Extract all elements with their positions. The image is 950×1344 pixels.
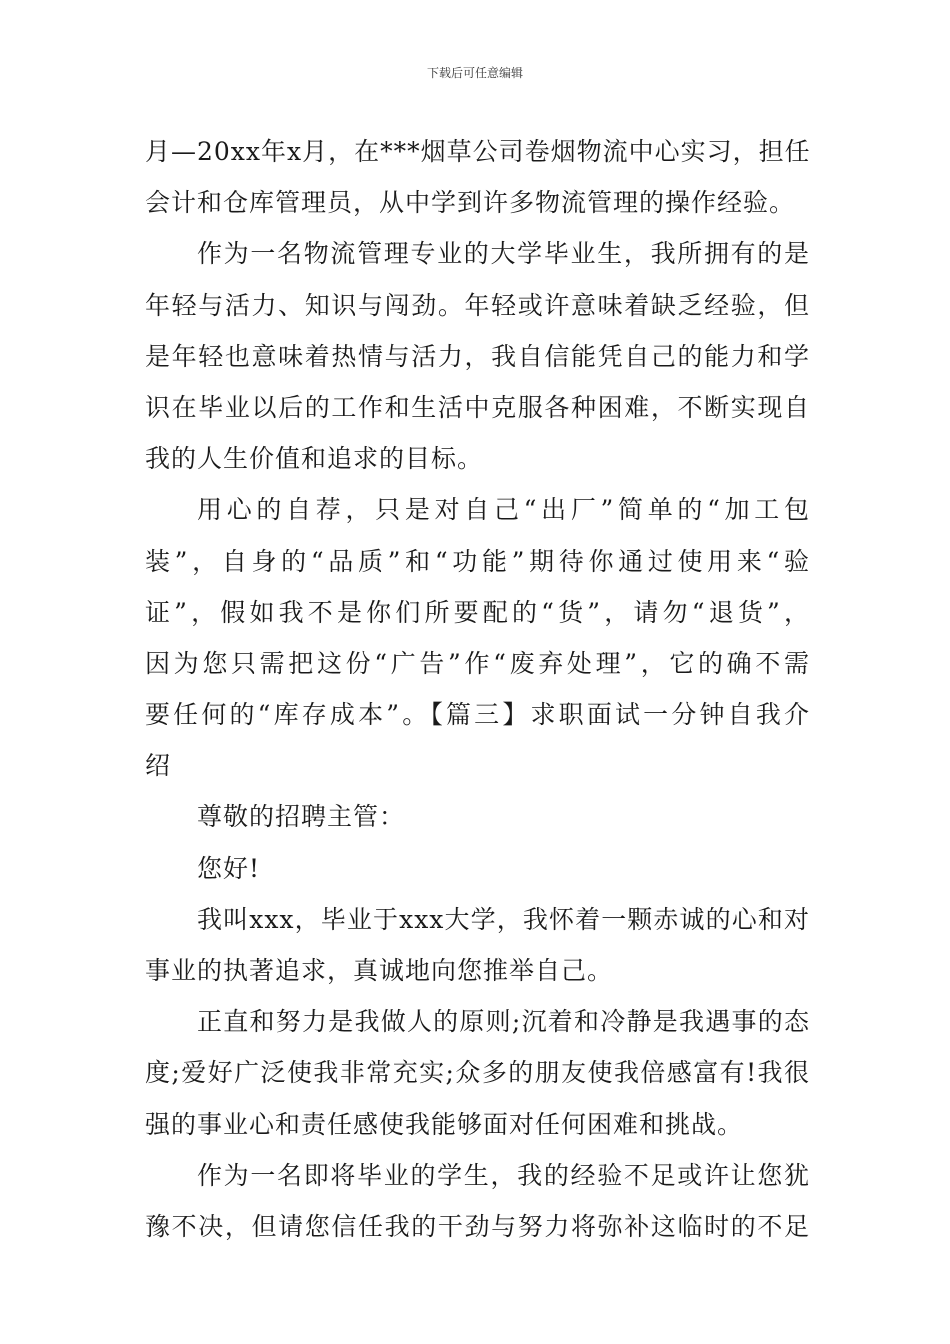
text-line: 绍 [145,751,172,781]
text-line: 作为一名物流管理专业的大学毕业生，我所拥有的是 [197,239,810,269]
text-line: 月—20xx年x月，在***烟草公司卷烟物流中心实习，担任 [145,137,811,166]
text-line: 因为您只需把这份“广告”作“废弃处理”，它的确不需 [145,648,810,678]
text-line: 强的事业心和责任感使我能够面对任何困难和挑战。 [145,1109,744,1139]
text-line: 用心的自荐，只是对自己“出厂”简单的“加工包 [197,495,810,525]
text-line: 豫不决，但请您信任我的干劲与努力将弥补这临时的不足 [145,1211,810,1241]
text-line: 尊敬的招聘主管： [197,802,406,832]
text-line: 年轻与活力、知识与闯劲。年轻或许意味着缺乏经验，但 [145,290,810,320]
document-body [145,126,810,1252]
text-line: 您好! [197,853,261,883]
text-line: 作为一名即将毕业的学生，我的经验不足或许让您犹 [197,1160,810,1190]
text-line: 我的人生价值和追求的目标。 [145,444,484,474]
text-line: 识在毕业以后的工作和生活中克服各种困难，不断实现自 [145,392,810,422]
text-line: 事业的执著追求，真诚地向您推举自己。 [145,956,614,985]
text-line: 正直和努力是我做人的原则;沉着和冷静是我遇事的态 [197,1007,810,1037]
text-line: 证”，假如我不是你们所要配的“货”，请勿“退货”， [145,597,810,627]
text-line: 装”，自身的“品质”和“功能”期待你通过使用来“验 [145,546,810,576]
text-line: 是年轻也意味着热情与活力，我自信能凭自己的能力和学 [145,341,810,371]
text-line: 会计和仓库管理员，从中学到许多物流管理的操作经验。 [145,188,796,218]
text-line: 我叫xxx，毕业于xxx大学，我怀着一颗赤诚的心和对 [197,904,810,934]
text-line: 要任何的“库存成本”。【篇三】求职面试一分钟自我介 [145,700,810,730]
text-line: 度;爱好广泛使我非常充实;众多的朋友使我倍感富有!我很 [145,1058,810,1088]
page-header: 下载后可任意编辑 [426,66,523,80]
